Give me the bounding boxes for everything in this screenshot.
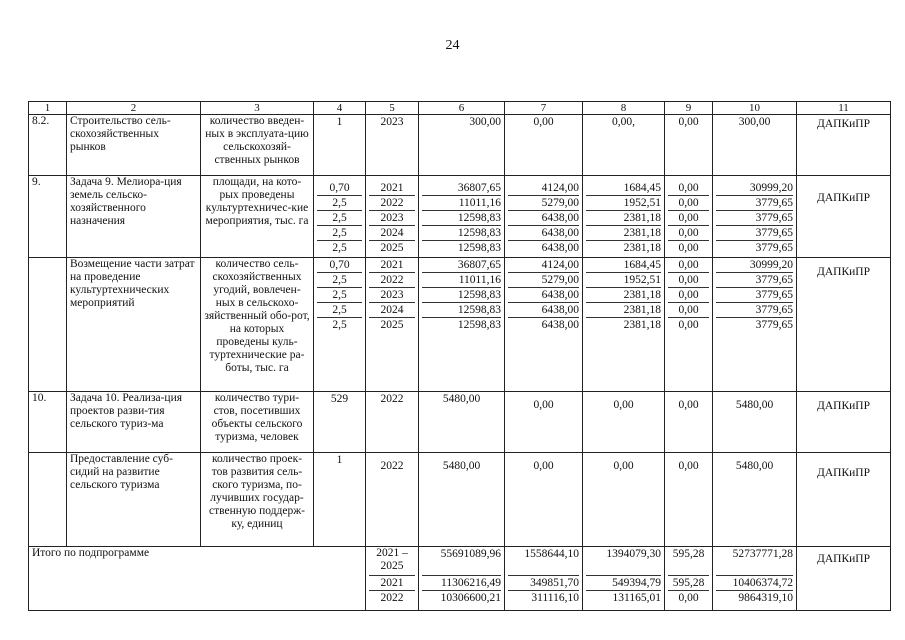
col9: [665, 258, 713, 391]
year: 2022: [380, 392, 404, 405]
indicator-name: количество введен-ных в эксплуата-цию сельскохозяй-ственных рынков: [201, 115, 314, 176]
amount: 12598,83: [422, 288, 501, 303]
header-row: [29, 102, 891, 115]
value: 0,70: [317, 181, 362, 196]
amount: 349851,70: [508, 576, 579, 591]
amount: 0,00: [678, 460, 699, 473]
amount: 0,00,: [612, 116, 635, 128]
amount: 55691089,96: [422, 547, 501, 576]
executor: ДАПКиПР: [797, 391, 891, 452]
program-table: [28, 101, 891, 611]
value: 2,5: [317, 196, 362, 211]
amount: 11011,16: [422, 196, 501, 211]
col7: [505, 453, 583, 547]
amount: 1684,45: [586, 258, 661, 273]
year: 2024: [369, 226, 415, 241]
amount: 12598,83: [422, 303, 501, 318]
col8: [583, 115, 665, 176]
col8: [583, 176, 665, 258]
amount: 30999,20: [716, 181, 793, 196]
row-number: 8.2.: [29, 115, 67, 176]
header-cell: 9: [665, 102, 713, 115]
amount: 2381,18: [586, 288, 661, 303]
amount: 3779,65: [716, 288, 793, 303]
amount: 9864319,10: [738, 592, 793, 605]
header-cell: 10: [713, 102, 797, 115]
header-cell: 11: [797, 102, 891, 115]
amount: 3779,65: [755, 242, 793, 255]
value: 2,5: [332, 319, 347, 332]
total-col9: [665, 547, 713, 611]
amount: 0,00: [668, 258, 709, 273]
header-cell: 4: [314, 102, 366, 115]
col6: [419, 453, 505, 547]
measure-name: Строительство сель-скохозяйственных рынков: [67, 115, 201, 176]
year: 2021: [369, 258, 415, 273]
value: 0,70: [317, 258, 362, 273]
amount: 5279,00: [508, 196, 579, 211]
col6: [419, 176, 505, 258]
col7: [505, 115, 583, 176]
amount: 0,00: [668, 181, 709, 196]
year: 2024: [369, 303, 415, 318]
amount: 0,00: [678, 116, 699, 128]
table-row: [29, 453, 891, 547]
row-number: 9.: [29, 176, 67, 258]
year: 2023: [369, 288, 415, 303]
amount: 4124,00: [508, 181, 579, 196]
amount: 3779,65: [755, 319, 793, 332]
col7: [505, 176, 583, 258]
header-cell: 1: [29, 102, 67, 115]
header-cell: 5: [366, 102, 419, 115]
amount: 5480,00: [442, 392, 481, 405]
indicator-values: [314, 115, 366, 176]
amount: 6438,00: [508, 303, 579, 318]
col10: [713, 176, 797, 258]
amount: 52737771,28: [716, 547, 793, 576]
year: 2022: [369, 273, 415, 288]
year: 2023: [380, 116, 404, 128]
col9: [665, 115, 713, 176]
total-years: [366, 547, 419, 611]
amount: 2381,18: [586, 211, 661, 226]
amount: 2381,18: [623, 319, 661, 332]
amount: 6438,00: [508, 211, 579, 226]
total-label: Итого по подпрограмме: [29, 547, 366, 611]
col8: [583, 258, 665, 391]
header-cell: 8: [583, 102, 665, 115]
amount: 3779,65: [716, 196, 793, 211]
amount: 0,00: [533, 398, 554, 411]
value: 2,5: [317, 226, 362, 241]
amount: 1684,45: [586, 181, 661, 196]
value: 1: [336, 116, 343, 128]
amount: 0,00: [668, 226, 709, 241]
indicator-values: [314, 391, 366, 452]
amount: 6438,00: [508, 226, 579, 241]
amount: 0,00: [613, 460, 634, 473]
years: [366, 115, 419, 176]
executor: ДАПКиПР: [797, 176, 891, 258]
years: [366, 453, 419, 547]
amount: 0,00: [668, 273, 709, 288]
total-row: [29, 547, 891, 611]
amount: 0,00: [668, 196, 709, 211]
amount: 1952,51: [586, 196, 661, 211]
amount: 10306600,21: [440, 592, 501, 605]
amount: 12598,83: [457, 319, 501, 332]
amount: 595,28: [668, 576, 709, 591]
amount: 0,00: [678, 242, 699, 255]
col8: [583, 453, 665, 547]
amount: 1394079,30: [586, 547, 661, 576]
indicator-values: [314, 176, 366, 258]
col9: [665, 453, 713, 547]
amount: 595,28: [668, 547, 709, 576]
amount: 0,00: [668, 211, 709, 226]
year: 2025: [380, 242, 404, 255]
amount: 11306216,49: [422, 576, 501, 591]
amount: 0,00: [533, 460, 554, 473]
amount: 10406374,72: [716, 576, 793, 591]
value: 2,5: [332, 242, 347, 255]
row-number: [29, 453, 67, 547]
amount: 549394,79: [586, 576, 661, 591]
col6: [419, 115, 505, 176]
col9: [665, 176, 713, 258]
header-cell: 3: [201, 102, 314, 115]
year: 2021: [369, 576, 415, 591]
amount: 300,00: [738, 116, 771, 128]
executor: ДАПКиПР: [797, 115, 891, 176]
years: [366, 176, 419, 258]
col8: [583, 391, 665, 452]
amount: 0,00: [678, 319, 699, 332]
executor: ДАПКиПР: [797, 258, 891, 391]
col6: [419, 258, 505, 391]
col7: [505, 391, 583, 452]
measure-name: Возмещение части затрат на проведение культуртехнических мероприятий: [67, 258, 201, 391]
amount: 2381,18: [586, 226, 661, 241]
amount: 300,00: [469, 116, 501, 128]
indicator-values: [314, 258, 366, 391]
value: 529: [330, 392, 349, 405]
amount: 12598,83: [457, 242, 501, 255]
page-number: 24: [445, 38, 460, 53]
amount: 6438,00: [541, 319, 579, 332]
col7: [505, 258, 583, 391]
year: 2025: [380, 319, 404, 332]
col10: [713, 391, 797, 452]
amount: 4124,00: [508, 258, 579, 273]
amount: 5480,00: [442, 460, 481, 473]
header-cell: 7: [505, 102, 583, 115]
amount: 2381,18: [586, 303, 661, 318]
table-row: [29, 115, 891, 176]
row-number: [29, 258, 67, 391]
amount: 2381,18: [623, 242, 661, 255]
amount: 0,00: [613, 398, 634, 411]
indicator-name: количество проек-тов развития сель-ского туризма, по-лучивших государ-ственную поддерж-ку, единиц: [201, 453, 314, 547]
measure-name: Задача 10. Реализа-ция проектов разви-тия сельского туриз-ма: [67, 391, 201, 452]
total-col10: [713, 547, 797, 611]
col6: [419, 391, 505, 452]
amount: 5480,00: [735, 398, 774, 411]
table-row: [29, 258, 891, 391]
year: 2021: [369, 181, 415, 196]
amount: 0,00: [668, 288, 709, 303]
amount: 0,00: [678, 592, 699, 605]
years: [366, 391, 419, 452]
value: 2,5: [317, 303, 362, 318]
amount: 3779,65: [716, 211, 793, 226]
header-cell: 6: [419, 102, 505, 115]
col10: [713, 453, 797, 547]
amount: 36807,65: [422, 258, 501, 273]
total-col8: [583, 547, 665, 611]
table-row: [29, 391, 891, 452]
amount: 1952,51: [586, 273, 661, 288]
amount: 3779,65: [716, 303, 793, 318]
year: 2023: [369, 211, 415, 226]
value: 2,5: [317, 273, 362, 288]
amount: 12598,83: [422, 211, 501, 226]
total-col6: [419, 547, 505, 611]
year: 2022: [380, 460, 404, 473]
amount: 311116,10: [531, 592, 579, 605]
amount: 36807,65: [422, 181, 501, 196]
year: 2022: [369, 196, 415, 211]
row-number: 10.: [29, 391, 67, 452]
value: 1: [336, 454, 343, 467]
amount: 5279,00: [508, 273, 579, 288]
executor: ДАПКиПР: [797, 453, 891, 547]
year: 2022: [380, 592, 404, 605]
amount: 12598,83: [422, 226, 501, 241]
amount: 3779,65: [716, 273, 793, 288]
years: [366, 258, 419, 391]
measure-name: Предоставление суб-сидий на развитие сельского туризма: [67, 453, 201, 547]
amount: 0,00: [668, 303, 709, 318]
year: 2021 – 2025: [369, 547, 415, 576]
measure-name: Задача 9. Мелиора-ция земель сельско-хозяйственного назначения: [67, 176, 201, 258]
table-row: [29, 176, 891, 258]
indicator-values: [314, 453, 366, 547]
col10: [713, 258, 797, 391]
col10: [713, 115, 797, 176]
amount: 6438,00: [508, 288, 579, 303]
amount: 5480,00: [735, 460, 774, 473]
amount: 30999,20: [716, 258, 793, 273]
executor: ДАПКиПР: [797, 547, 891, 611]
value: 2,5: [317, 211, 362, 226]
amount: 1558644,10: [508, 547, 579, 576]
total-col7: [505, 547, 583, 611]
amount: 3779,65: [716, 226, 793, 241]
amount: 0,00: [533, 116, 554, 128]
value: 2,5: [317, 288, 362, 303]
col9: [665, 391, 713, 452]
amount: 131165,01: [612, 592, 661, 605]
amount: 11011,16: [422, 273, 501, 288]
amount: 6438,00: [541, 242, 579, 255]
header-cell: 2: [67, 102, 201, 115]
indicator-name: количество тури-стов, посетивших объекты сельского туризма, человек: [201, 391, 314, 452]
indicator-name: площади, на кото-рых проведены культуртехничес-кие мероприятия, тыс. га: [201, 176, 314, 258]
indicator-name: количество сель-скохозяйственных угодий, вовлечен-ных в сельскохо-зяйственный обо-рот, на которых проведены куль-туртехнические ра-боты, тыс. га: [201, 258, 314, 391]
amount: 0,00: [678, 398, 699, 411]
